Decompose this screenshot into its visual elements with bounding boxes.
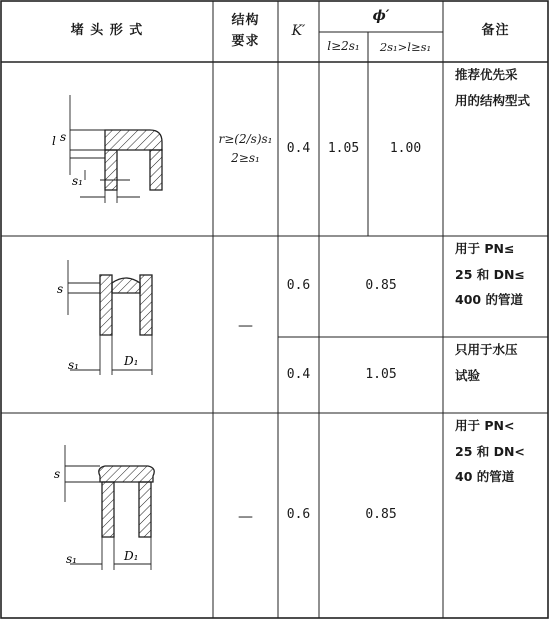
row1-requirement: r≥(2/s)s₁ 2≥s₁ bbox=[218, 131, 273, 165]
label-d1: D₁ bbox=[124, 549, 139, 563]
row2-phi: 0.85 bbox=[365, 278, 397, 294]
header-k: K′ bbox=[291, 23, 306, 40]
row4-k: 0.6 bbox=[286, 507, 311, 523]
label-l: l bbox=[52, 134, 56, 148]
row4-requirement: — bbox=[238, 506, 253, 525]
label-s: s bbox=[57, 282, 64, 296]
label-s1: s₁ bbox=[66, 552, 77, 566]
row2-note: 用于 PN≤ 25 和 DN≤ 400 的管道 bbox=[455, 241, 525, 308]
row4-phi: 0.85 bbox=[365, 507, 397, 523]
header-note: 备注 bbox=[481, 23, 510, 39]
header-form: 堵 头 形 式 bbox=[70, 23, 144, 39]
header-phi: ϕ′ bbox=[372, 8, 390, 25]
row2-k: 0.6 bbox=[286, 278, 311, 294]
row1-phi-a: 1.05 bbox=[327, 140, 360, 156]
header-phi-b: 2s₁>l≥s₁ bbox=[379, 39, 432, 54]
label-s: s bbox=[54, 467, 61, 481]
row1-phi-b: 1.00 bbox=[389, 140, 422, 156]
label-s: s bbox=[60, 130, 67, 144]
figure-plug-type-2 bbox=[30, 245, 190, 395]
label-d1: D₁ bbox=[124, 354, 139, 368]
label-s1: s₁ bbox=[72, 174, 83, 188]
header-phi-a: l≥2s₁ bbox=[327, 39, 360, 54]
figure-plug-type-1 bbox=[30, 85, 190, 215]
row3-k: 0.4 bbox=[286, 366, 311, 382]
label-s1: s₁ bbox=[68, 358, 79, 372]
figure-plug-type-3 bbox=[30, 430, 190, 580]
row1-k: 0.4 bbox=[286, 140, 311, 156]
row4-note: 用于 PN< 25 和 DN< 40 的管道 bbox=[455, 418, 525, 485]
row3-phi: 1.05 bbox=[365, 366, 397, 382]
header-requirement: 结构 要求 bbox=[231, 12, 260, 49]
row2-requirement: — bbox=[238, 315, 253, 334]
row1-note: 推荐优先采 用的结构型式 bbox=[455, 67, 531, 108]
row3-note: 只用于水压 试验 bbox=[455, 342, 518, 383]
